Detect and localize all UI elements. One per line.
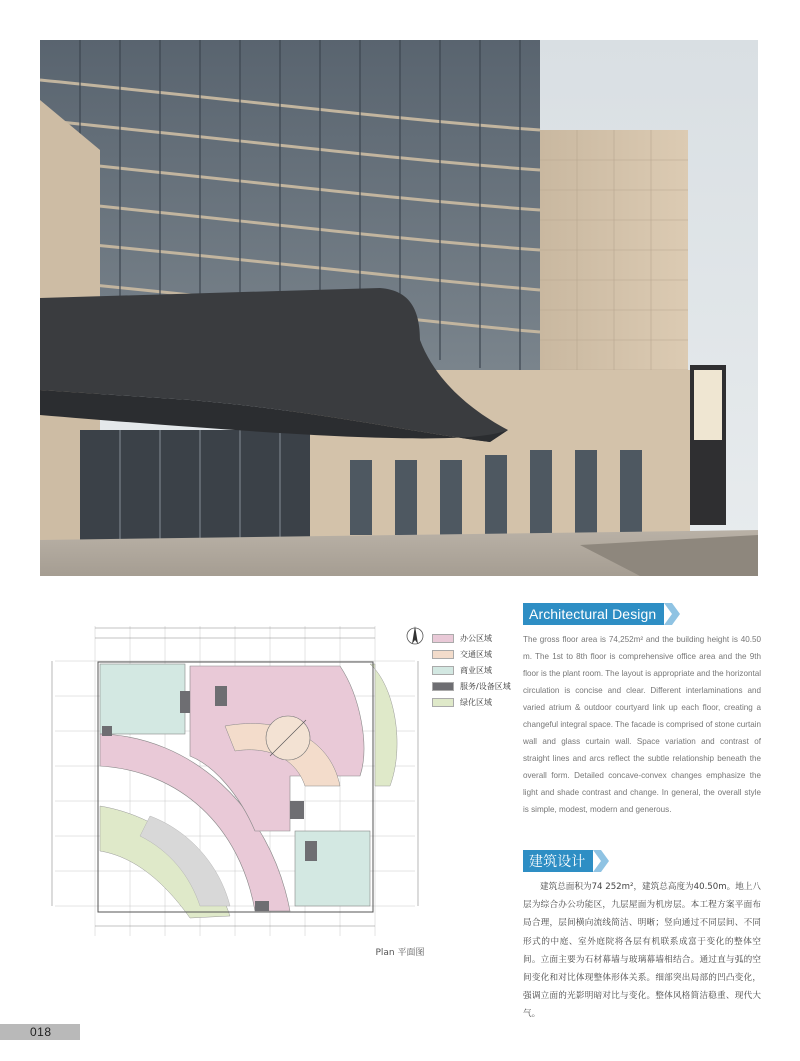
- page-number: 018: [30, 1025, 52, 1039]
- floor-plan-drawing: [40, 606, 440, 946]
- legend-label: 交通区域: [460, 650, 492, 659]
- legend-item: [432, 648, 532, 661]
- plan-caption: Plan 平面图: [375, 948, 425, 958]
- legend-label: 办公区域: [460, 634, 492, 643]
- legend-label: 绿化区域: [460, 698, 492, 707]
- heading-zh: [523, 850, 611, 872]
- building-photo: [40, 40, 758, 576]
- legend-swatch: [432, 650, 454, 659]
- legend-item: [432, 680, 532, 693]
- legend-swatch: [432, 682, 454, 691]
- legend-swatch: [432, 634, 454, 643]
- legend-label: 服务/设备区域: [460, 682, 511, 691]
- body-zh: 建筑总面积为74 252m²，建筑总高度为40.50m。地上八层为综合办公功能区，九层屋面为机房层。本工程方案平面布局合理，层间横向流线简洁、明晰；竖向通过不同层间、不同形式的中庭、室外庭院将各层有机联系成富于变化的整体空间。立面主要为石材幕墙与玻璃幕墙相结合。通过直与弧的空间变化和对比体现整体形体关系。细部突出局部的凹凸变化，强调立面的光影明暗对比与变化。整体风格简洁稳重、现代大气。: [523, 882, 761, 1020]
- body-en: The gross floor area is 74,252m² and the building height is 40.50 m. The 1st to 8th floor is comprehensive office area and the 9th floor is the plant room. The layout is appropriate and the horizontal circulation is concise and clear. Different interlaminations and varied atrium & outdoor courtyard link up each floor, creating a changeful integral space. The facade is comprised of stone curtain wall and glass curtain wall. Space variation and contrast of straight lines and arcs reflect the subtle relationship beneath the overall form. Detailed concave-convex changes emphasize the light and shade contrast and change. In general, the overall style is simple, modest, modern and generous.: [523, 635, 761, 814]
- heading-en: [523, 603, 682, 625]
- legend-item: [432, 632, 532, 645]
- legend-label: 商业区域: [460, 666, 492, 675]
- legend-swatch: [432, 698, 454, 707]
- chevron-right-icon: [664, 603, 682, 625]
- heading-zh-text: 建筑设计: [523, 850, 593, 872]
- legend-swatch: [432, 666, 454, 675]
- heading-en-text: Architectural Design: [523, 603, 664, 625]
- plan-legend: [432, 632, 532, 712]
- legend-item: [432, 696, 532, 709]
- legend-item: [432, 664, 532, 677]
- chevron-right-icon: [593, 850, 611, 872]
